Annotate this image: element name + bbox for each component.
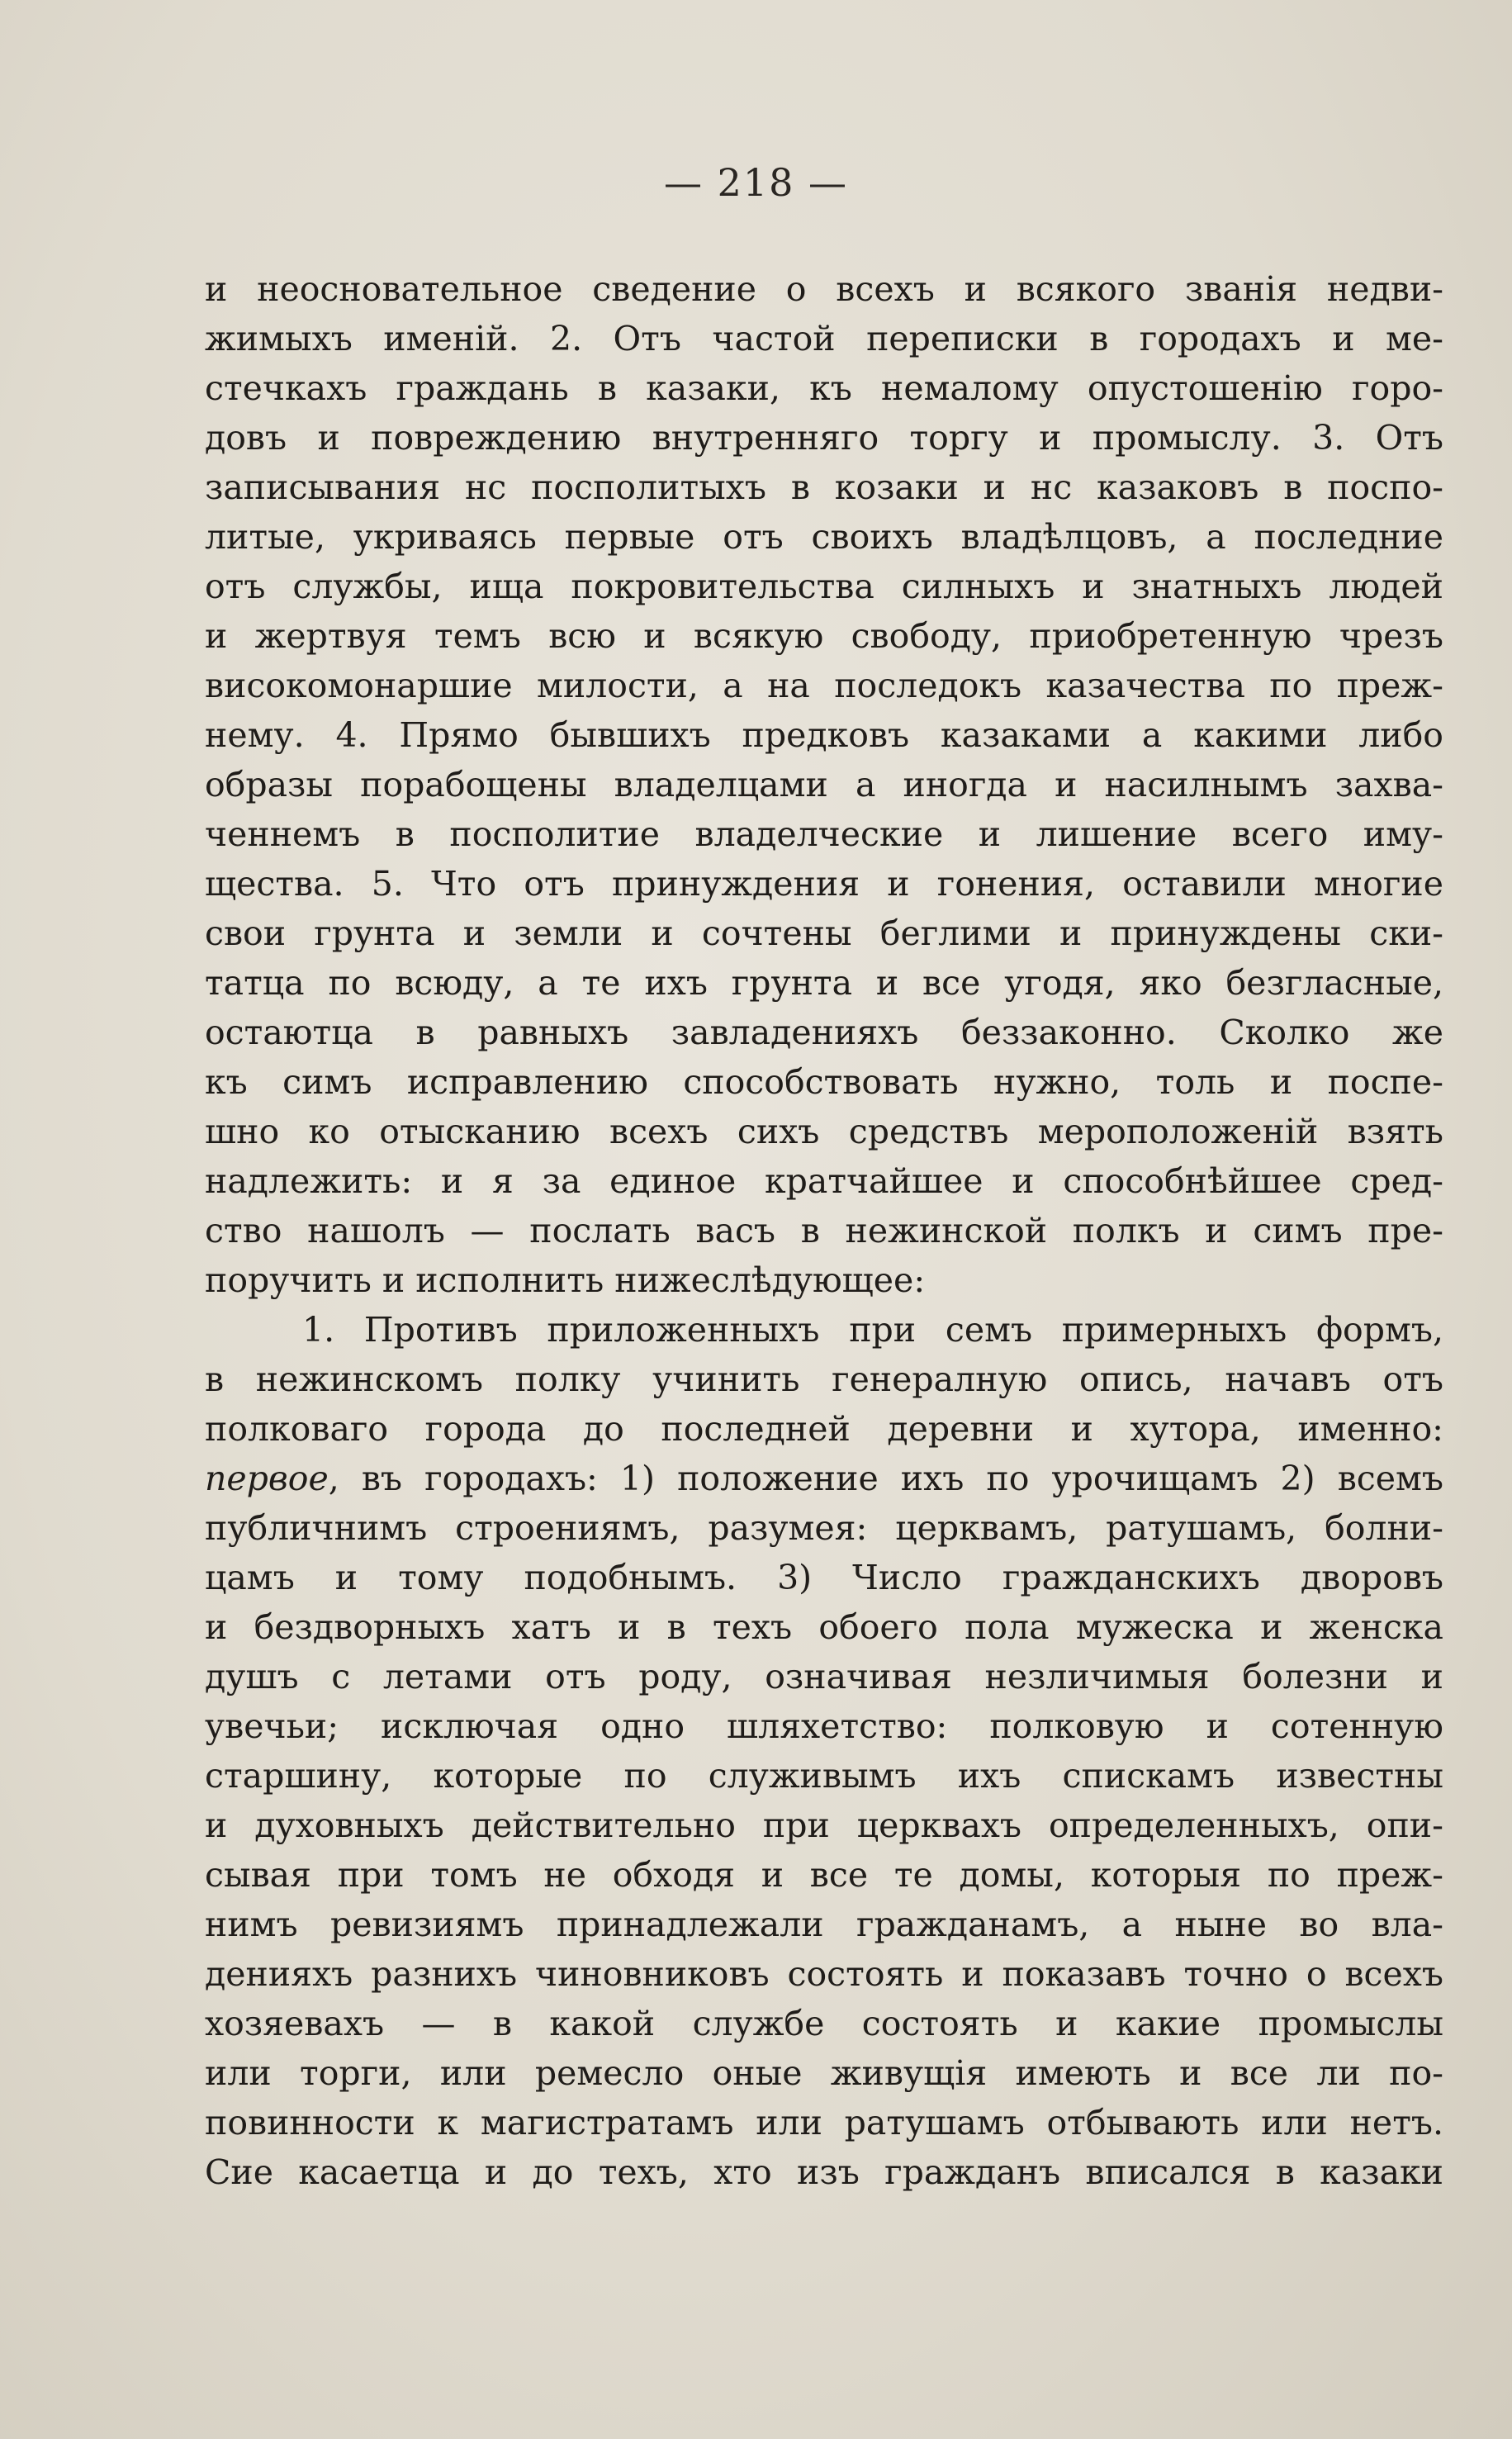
text-line: повинности к магистратамъ или ратушамъ отбывають или нетъ. xyxy=(205,2103,1443,2142)
text-line: денияхъ разнихъ чиновниковъ состоять и показавъ точно о всехъ xyxy=(205,1954,1443,1994)
page-number: — 218 — xyxy=(663,160,849,205)
text-line: шно ко отысканию всехъ сихъ средствъ мероположеній взять xyxy=(205,1112,1443,1151)
text-line: къ симъ исправлению способствовать нужно, толь и поспе- xyxy=(205,1062,1443,1102)
text-line: публичнимъ строениямъ, разумея: церквамъ, ратушамъ, болни- xyxy=(205,1508,1443,1548)
text-line: и неосновательное сведение о всехъ и всякого званія недви- xyxy=(205,269,1443,309)
text-line: отъ службы, ища покровительства силныхъ и знатныхъ людей xyxy=(205,567,1443,606)
text-line: жимыхъ именій. 2. Отъ частой переписки в городахъ и ме- xyxy=(205,319,1443,358)
text-line: и жертвуя темъ всю и всякую свободу, приобретенную чрезъ xyxy=(205,616,1443,656)
text-line: ченнемъ в посполитие владелческие и лишение всего иму- xyxy=(205,814,1443,854)
text-line: нему. 4. Прямо бывшихъ предковъ казаками а какими либо xyxy=(205,715,1443,755)
italic-word: первое xyxy=(205,1459,329,1498)
text-line: литые, укриваясь первые отъ своихъ владѣлцовъ, а последние xyxy=(205,517,1443,557)
text-line: стечкахъ граждань в казаки, къ немалому опустошенію горо- xyxy=(205,368,1443,408)
text-line: цамъ и тому подобнымъ. 3) Число гражданскихъ дворовъ xyxy=(205,1558,1443,1597)
text-line: довъ и повреждению внутренняго торгу и промыслу. 3. Отъ xyxy=(205,418,1443,458)
text-line: ство нашолъ — послать васъ в нежинской полкъ и симъ пре- xyxy=(205,1211,1443,1250)
text-line: остаютца в равныхъ завладенияхъ беззаконно. Сколко же xyxy=(205,1013,1443,1052)
text-line: полковаго города до последней деревни и хутора, именно: xyxy=(205,1409,1443,1449)
text-line: и духовныхъ действительно при церквахъ определенныхъ, опи- xyxy=(205,1806,1443,1845)
body-text xyxy=(205,264,1443,2197)
text-line: образы порабощены владелцами а иногда и насилнымъ захва- xyxy=(205,765,1443,804)
text-line: поручить и исполнить нижеслѣдующее: xyxy=(205,1260,926,1300)
text-line: свои грунта и земли и сочтены беглими и принуждены ски- xyxy=(205,913,1443,953)
text-line: записывания нс посполитыхъ в козаки и нс казаковъ в поспо- xyxy=(205,467,1443,507)
text-line: увечьи; исключая одно шляхетство: полковую и сотенную xyxy=(205,1706,1443,1746)
text-line: хозяевахъ — в какой службе состоять и какие промыслы xyxy=(205,2004,1443,2043)
text-line: первое, въ городахъ: 1) положение ихъ по урочищамъ 2) всемъ xyxy=(205,1459,1443,1498)
text-line: или торги, или ремесло оные живущія имеють и все ли по- xyxy=(205,2053,1443,2093)
text-line: 1. Противъ приложенныхъ при семъ примерныхъ формъ, xyxy=(302,1310,1443,1350)
text-line: Сие касаетца и до техъ, хто изъ гражданъ вписался в казаки xyxy=(205,2152,1443,2192)
text-line: високомонаршие милости, а на последокъ казачества по преж- xyxy=(205,666,1443,705)
text-line: нимъ ревизиямъ принадлежали гражданамъ, а ныне во вла- xyxy=(205,1905,1443,1944)
text-line: сывая при томъ не обходя и все те домы, которыя по преж- xyxy=(205,1855,1443,1895)
text-line: и бездворныхъ хатъ и в техъ обоего пола мужеска и женска xyxy=(205,1607,1443,1647)
text-line: надлежить: и я за единое кратчайшее и способнѣйшее сред- xyxy=(205,1161,1443,1201)
text-line: татца по всюду, а те ихъ грунта и все угодя, яко безгласные, xyxy=(205,963,1443,1003)
text-line: в нежинскомъ полку учинить генералную опись, начавъ отъ xyxy=(205,1359,1443,1399)
text-line: душъ с летами отъ роду, означивая незличимыя болезни и xyxy=(205,1657,1443,1696)
text-line: щества. 5. Что отъ принуждения и гонения, оставили многие xyxy=(205,864,1443,904)
text-line: старшину, которые по служивымъ ихъ спискамъ известны xyxy=(205,1756,1443,1796)
